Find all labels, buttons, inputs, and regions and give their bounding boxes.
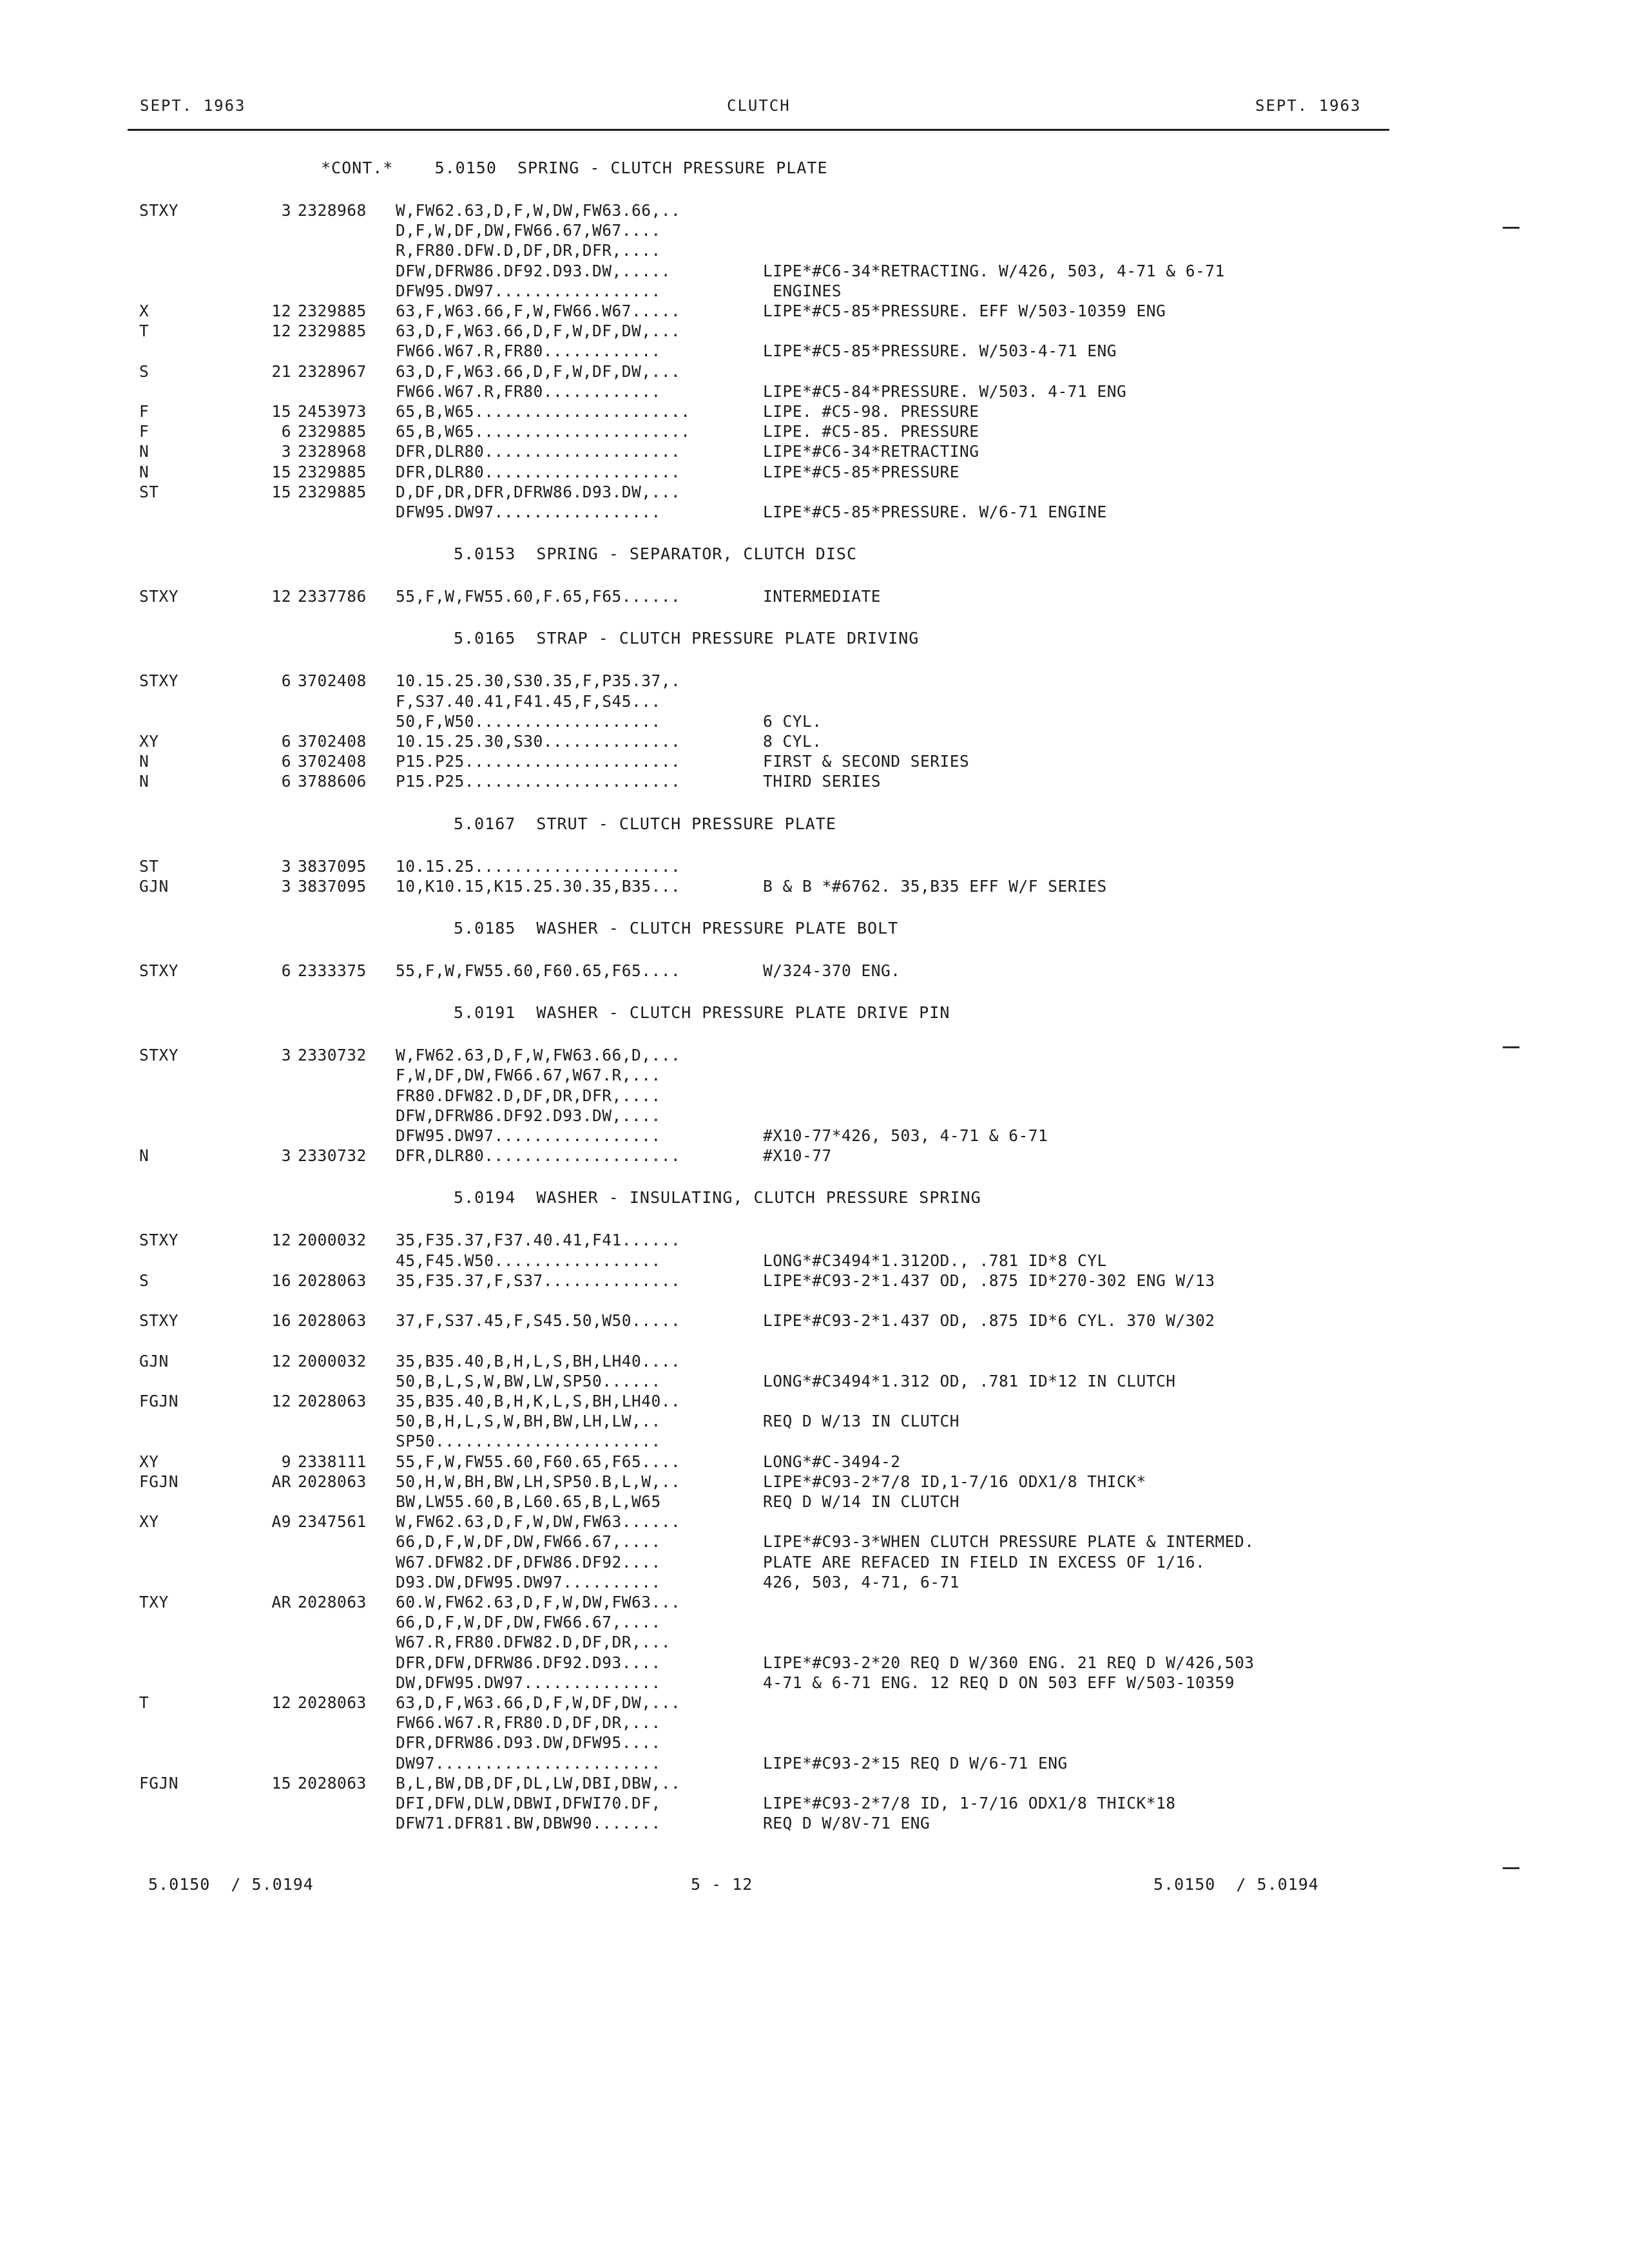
catalog-row (0, 1693, 1629, 1713)
description: LONG*#C3494*1.312OD., .781 ID*8 CYL (763, 1251, 1107, 1270)
part-number: 2337786 (298, 587, 367, 606)
model-applicability: 65,B,W65...................... (396, 402, 691, 421)
catalog-row (0, 1633, 1629, 1653)
catalog-row (0, 503, 1629, 523)
description: 426, 503, 4-71, 6-71 (763, 1573, 960, 1591)
part-number: 2028063 (298, 1271, 367, 1290)
description: LIPE*#C5-85*PRESSURE. W/6-71 ENGINE (763, 503, 1107, 521)
catalog-row (0, 422, 1629, 442)
quantity: 12 (271, 1693, 291, 1712)
part-number: 2329885 (298, 302, 367, 320)
model-code: GJN (139, 1352, 169, 1370)
model-code: S (139, 1271, 149, 1290)
description: REQ D W/8V-71 ENG (763, 1814, 930, 1832)
description: 8 CYL. (763, 732, 822, 751)
model-applicability: 35,F35.37,F,S37.............. (396, 1271, 681, 1290)
model-applicability: 63,D,F,W63.66,D,F,W,DF,DW,... (396, 362, 681, 381)
model-applicability: DFW95.DW97................. (396, 282, 661, 300)
part-number: 2329885 (298, 422, 367, 441)
catalog-row (0, 1231, 1629, 1251)
model-applicability: W,FW62.63,D,F,W,FW63.66,D,... (396, 1046, 681, 1064)
part-number: 2329885 (298, 483, 367, 501)
model-applicability: 66,D,F,W,DF,DW,FW66.67,.... (396, 1613, 661, 1631)
catalog-row (0, 483, 1629, 503)
catalog-row (0, 402, 1629, 422)
catalog-row (0, 1046, 1629, 1066)
model-code: STXY (139, 201, 179, 220)
description: LIPE*#C93-2*20 REQ D W/360 ENG. 21 REQ D W/426,503 (763, 1653, 1255, 1672)
model-applicability: 35,B35.40,B,H,L,S,BH,LH40.... (396, 1352, 681, 1370)
catalog-row (0, 1593, 1629, 1613)
model-applicability: DFW,DFRW86.DF92.D93.DW,..... (396, 262, 671, 280)
section-title: 5.0194 WASHER - INSULATING, CLUTCH PRESSURE SPRING (454, 1188, 981, 1207)
catalog-row (0, 302, 1629, 322)
model-code: GJN (139, 877, 169, 896)
description: LIPE*#C6-34*RETRACTING. W/426, 503, 4-71 & 6-71 (763, 262, 1225, 280)
model-applicability: P15.P25...................... (396, 772, 681, 791)
description: LIPE*#C5-85*PRESSURE. EFF W/503-10359 ENG (763, 302, 1166, 320)
catalog-row (0, 1331, 1629, 1351)
model-applicability: 65,B,W65...................... (396, 422, 691, 441)
model-applicability: 45,F45.W50................. (396, 1251, 661, 1270)
footer-section-range-left: 5.0150 / 5.0194 (148, 1875, 314, 1894)
section-title: 5.0191 WASHER - CLUTCH PRESSURE PLATE DRIVE PIN (454, 1003, 950, 1023)
model-applicability: 37,F,S37.45,F,S45.50,W50..... (396, 1311, 681, 1330)
model-applicability: FR80.DFW82.D,DF,DR,DFR,.... (396, 1086, 661, 1105)
model-applicability: 55,F,W,FW55.60,F60.65,F65.... (396, 961, 681, 980)
catalog-row (0, 362, 1629, 382)
catalog-row (0, 1733, 1629, 1753)
catalog-row (0, 1392, 1629, 1412)
part-number: 2328968 (298, 442, 367, 461)
part-number: 2328967 (298, 362, 367, 381)
quantity: 16 (271, 1311, 291, 1330)
quantity: 16 (271, 1271, 291, 1290)
model-applicability: 10.15.25..................... (396, 857, 681, 876)
model-applicability: W,FW62.63,D,F,W,DW,FW63...... (396, 1512, 681, 1531)
catalog-row (0, 1372, 1629, 1392)
catalog-row (0, 341, 1629, 361)
model-code: ST (139, 483, 159, 501)
description: LONG*#C-3494-2 (763, 1452, 901, 1471)
model-code: X (139, 302, 149, 320)
quantity: 3 (281, 442, 291, 461)
margin-tick-mark (1503, 227, 1519, 229)
part-number: 2347561 (298, 1512, 367, 1531)
part-number: 2453973 (298, 402, 367, 421)
model-applicability: 50,F,W50................... (396, 712, 661, 731)
quantity: 15 (271, 402, 291, 421)
part-number: 3837095 (298, 857, 367, 876)
model-applicability: F,W,DF,DW,FW66.67,W67.R,... (396, 1066, 661, 1084)
model-code: N (139, 1146, 149, 1165)
catalog-row (0, 1472, 1629, 1492)
catalog-row (0, 1754, 1629, 1774)
description: 6 CYL. (763, 712, 822, 731)
quantity: 15 (271, 483, 291, 501)
description: LIPE*#C5-85*PRESSURE. W/503-4-71 ENG (763, 341, 1117, 360)
catalog-row (0, 1126, 1629, 1146)
catalog-row (0, 1573, 1629, 1593)
catalog-row (0, 671, 1629, 691)
model-applicability: DFR,DFRW86.D93.DW,DFW95.... (396, 1733, 661, 1752)
model-code: F (139, 422, 149, 441)
model-applicability: D,DF,DR,DFR,DFRW86.D93.DW,... (396, 483, 681, 501)
quantity: 3 (281, 1046, 291, 1064)
description: B & B *#6762. 35,B35 EFF W/F SERIES (763, 877, 1107, 896)
model-applicability: 10.15.25.30,S30.............. (396, 732, 681, 751)
description: LIPE*#C5-84*PRESSURE. W/503. 4-71 ENG (763, 382, 1127, 401)
model-applicability: SP50....................... (396, 1432, 661, 1450)
model-applicability: R,FR80.DFW.D,DF,DR,DFR,.... (396, 241, 661, 260)
model-code: T (139, 1693, 149, 1712)
model-applicability: W,FW62.63,D,F,W,DW,FW63.66,.. (396, 201, 681, 220)
catalog-row (0, 221, 1629, 241)
section-title: 5.0185 WASHER - CLUTCH PRESSURE PLATE BOLT (454, 919, 899, 937)
catalog-row (0, 1492, 1629, 1512)
catalog-row (0, 1553, 1629, 1573)
model-applicability: 63,D,F,W63.66,D,F,W,DF,DW,... (396, 1693, 681, 1712)
part-number: 2333375 (298, 961, 367, 980)
quantity: 6 (281, 752, 291, 771)
model-applicability: 60.W,FW62.63,D,F,W,DW,FW63... (396, 1593, 681, 1611)
model-applicability: DW,DFW95.DW97.............. (396, 1673, 661, 1692)
catalog-row (0, 201, 1629, 221)
quantity: 6 (281, 671, 291, 690)
part-number: 2330732 (298, 1146, 367, 1165)
catalog-row (0, 1106, 1629, 1126)
footer-section-range-right: 5.0150 / 5.0194 (1153, 1875, 1319, 1894)
quantity: 3 (281, 877, 291, 896)
section-title: 5.0153 SPRING - SEPARATOR, CLUTCH DISC (454, 544, 857, 564)
margin-tick-mark (1503, 1867, 1519, 1869)
model-applicability: 50,H,W,BH,BW,LH,SP50.B,L,W,.. (396, 1472, 681, 1491)
model-code: ST (139, 857, 159, 876)
catalog-row (0, 1653, 1629, 1673)
part-number: 2028063 (298, 1472, 367, 1491)
catalog-row (0, 1412, 1629, 1432)
model-applicability: DFR,DLR80.................... (396, 1146, 681, 1165)
quantity: 12 (271, 1392, 291, 1410)
quantity: 3 (281, 857, 291, 876)
part-number: 2328968 (298, 201, 367, 220)
description: THIRD SERIES (763, 772, 882, 791)
quantity: 15 (271, 1774, 291, 1792)
header-title: CLUTCH (727, 97, 791, 115)
description: LIPE*#C93-3*WHEN CLUTCH PRESSURE PLATE & INTERMED. (763, 1532, 1255, 1551)
model-applicability: W67.DFW82.DF,DFW86.DF92.... (396, 1553, 661, 1571)
quantity: 12 (271, 1231, 291, 1249)
catalog-row (0, 877, 1629, 897)
part-number: 3788606 (298, 772, 367, 791)
model-applicability: 35,B35.40,B,H,K,L,S,BH,LH40.. (396, 1392, 681, 1410)
quantity: A9 (271, 1512, 291, 1531)
description: PLATE ARE REFACED IN FIELD IN EXCESS OF 1/16. (763, 1553, 1206, 1571)
catalog-row (0, 463, 1629, 483)
catalog-row (0, 712, 1629, 732)
description: LONG*#C3494*1.312 OD, .781 ID*12 IN CLUTCH (763, 1372, 1176, 1390)
part-number: 2028063 (298, 1311, 367, 1330)
header-date-left: SEPT. 1963 (140, 97, 246, 115)
description: W/324-370 ENG. (763, 961, 901, 980)
description: #X10-77*426, 503, 4-71 & 6-71 (763, 1126, 1048, 1145)
model-code: STXY (139, 961, 179, 980)
model-code: XY (139, 732, 159, 751)
catalog-row (0, 1146, 1629, 1166)
model-code: FGJN (139, 1472, 179, 1491)
model-code: N (139, 752, 149, 771)
catalog-row (0, 282, 1629, 302)
catalog-row (0, 1452, 1629, 1472)
model-applicability: 35,F35.37,F37.40.41,F41...... (396, 1231, 681, 1249)
model-code: STXY (139, 671, 179, 690)
quantity: 3 (281, 201, 291, 220)
model-code: STXY (139, 1046, 179, 1064)
model-code: N (139, 442, 149, 461)
model-applicability: 63,D,F,W63.66,D,F,W,DF,DW,... (396, 322, 681, 340)
description: LIPE*#C5-85*PRESSURE (763, 463, 960, 481)
catalog-row (0, 752, 1629, 772)
part-number: 2338111 (298, 1452, 367, 1471)
catalog-row (0, 692, 1629, 712)
model-applicability: 50,B,H,L,S,W,BH,BW,LH,LW,.. (396, 1412, 661, 1430)
model-applicability: DFR,DLR80.................... (396, 442, 681, 461)
catalog-row (0, 1066, 1629, 1086)
catalog-row (0, 1251, 1629, 1271)
model-applicability: D,F,W,DF,DW,FW66.67,W67.... (396, 221, 661, 240)
catalog-row (0, 1713, 1629, 1733)
description: LIPE. #C5-98. PRESSURE (763, 402, 979, 421)
description: #X10-77 (763, 1146, 832, 1165)
model-code: N (139, 463, 149, 481)
model-applicability: FW66.W67.R,FR80.D,DF,DR,... (396, 1713, 661, 1732)
model-applicability: 66,D,F,W,DF,DW,FW66.67,.... (396, 1532, 661, 1551)
model-code: FGJN (139, 1774, 179, 1792)
quantity: 6 (281, 422, 291, 441)
model-applicability: DFW,DFRW86.DF92.D93.DW,.... (396, 1106, 661, 1125)
model-applicability: DFW95.DW97................. (396, 503, 661, 521)
model-code: TXY (139, 1593, 169, 1611)
quantity: 12 (271, 587, 291, 606)
description: LIPE*#C93-2*15 REQ D W/6-71 ENG (763, 1754, 1068, 1773)
catalog-row (0, 241, 1629, 261)
description: INTERMEDIATE (763, 587, 882, 606)
model-code: XY (139, 1512, 159, 1531)
description: LIPE*#C93-2*7/8 ID, 1-7/16 ODX1/8 THICK*18 (763, 1794, 1176, 1812)
catalog-row (0, 587, 1629, 607)
catalog-row (0, 382, 1629, 402)
model-code: F (139, 402, 149, 421)
model-applicability: 10,K10.15,K15.25.30.35,B35... (396, 877, 681, 896)
catalog-row (0, 1311, 1629, 1331)
description: ENGINES (763, 282, 842, 300)
footer-page-number: 5 - 12 (691, 1875, 753, 1894)
description: REQ D W/14 IN CLUTCH (763, 1492, 960, 1511)
description: LIPE*#C93-2*1.437 OD, .875 ID*270-302 ENG W/13 (763, 1271, 1215, 1290)
header-date-right: SEPT. 1963 (1255, 97, 1362, 115)
model-applicability: DFW71.DFR81.BW,DBW90....... (396, 1814, 661, 1832)
catalog-row (0, 857, 1629, 877)
model-applicability: 63,F,W63.66,F,W,FW66.W67..... (396, 302, 681, 320)
model-applicability: P15.P25...................... (396, 752, 681, 771)
section-title: 5.0165 STRAP - CLUTCH PRESSURE PLATE DRIVING (454, 629, 920, 648)
catalog-row (0, 1794, 1629, 1814)
quantity: 3 (281, 1146, 291, 1165)
description: LIPE*#C93-2*1.437 OD, .875 ID*6 CYL. 370 W/302 (763, 1311, 1215, 1330)
model-applicability: FW66.W67.R,FR80............ (396, 341, 661, 360)
part-number: 2028063 (298, 1774, 367, 1792)
model-applicability: DFI,DFW,DLW,DBWI,DFWI70.DF, (396, 1794, 661, 1812)
part-number: 2028063 (298, 1593, 367, 1611)
catalog-row (0, 1086, 1629, 1106)
section-title: *CONT.* 5.0150 SPRING - CLUTCH PRESSURE PLATE (321, 159, 828, 177)
quantity: 9 (281, 1452, 291, 1471)
model-applicability: 50,B,L,S,W,BW,LW,SP50...... (396, 1372, 661, 1390)
part-number: 2330732 (298, 1046, 367, 1064)
model-code: T (139, 322, 149, 340)
part-number: 2329885 (298, 322, 367, 340)
catalog-row (0, 1432, 1629, 1452)
part-number: 3702408 (298, 732, 367, 751)
quantity: 12 (271, 1352, 291, 1370)
quantity: AR (271, 1472, 291, 1491)
quantity: 15 (271, 463, 291, 481)
part-number: 2000032 (298, 1231, 367, 1249)
description: 4-71 & 6-71 ENG. 12 REQ D ON 503 EFF W/503-10359 (763, 1673, 1235, 1692)
model-applicability: 55,F,W,FW55.60,F60.65,F65.... (396, 1452, 681, 1471)
catalog-row (0, 1774, 1629, 1794)
quantity: AR (271, 1593, 291, 1611)
model-code: FGJN (139, 1392, 179, 1410)
model-applicability: 10.15.25.30,S30.35,F,P35.37,. (396, 671, 681, 690)
part-number: 3837095 (298, 877, 367, 896)
part-number: 2329885 (298, 463, 367, 481)
quantity: 6 (281, 772, 291, 791)
model-code: STXY (139, 587, 179, 606)
model-applicability: DFW95.DW97................. (396, 1126, 661, 1145)
model-applicability: D93.DW,DFW95.DW97.......... (396, 1573, 661, 1591)
model-applicability: FW66.W67.R,FR80............ (396, 382, 661, 401)
part-number: 2000032 (298, 1352, 367, 1370)
catalog-row (0, 1352, 1629, 1372)
model-applicability: 55,F,W,FW55.60,F.65,F65...... (396, 587, 681, 606)
quantity: 12 (271, 302, 291, 320)
part-number: 3702408 (298, 752, 367, 771)
catalog-row (0, 262, 1629, 282)
part-number: 2028063 (298, 1392, 367, 1410)
quantity: 6 (281, 732, 291, 751)
catalog-row (0, 1613, 1629, 1633)
header-rule (128, 129, 1389, 131)
model-applicability: DW97....................... (396, 1754, 661, 1773)
quantity: 21 (271, 362, 291, 381)
margin-tick-mark (1503, 1046, 1519, 1048)
model-applicability: DFR,DFW,DFRW86.DF92.D93.... (396, 1653, 661, 1672)
catalog-row (0, 1814, 1629, 1834)
description: REQ D W/13 IN CLUTCH (763, 1412, 960, 1430)
catalog-row (0, 1271, 1629, 1291)
catalog-row (0, 1532, 1629, 1552)
model-applicability: W67.R,FR80.DFW82.D,DF,DR,... (396, 1633, 671, 1651)
model-applicability: DFR,DLR80.................... (396, 463, 681, 481)
model-code: XY (139, 1452, 159, 1471)
catalog-row (0, 1512, 1629, 1532)
description: LIPE*#C93-2*7/8 ID,1-7/16 ODX1/8 THICK* (763, 1472, 1146, 1491)
description: LIPE. #C5-85. PRESSURE (763, 422, 979, 441)
part-number: 2028063 (298, 1693, 367, 1712)
part-number: 3702408 (298, 671, 367, 690)
description: FIRST & SECOND SERIES (763, 752, 970, 771)
catalog-row (0, 772, 1629, 792)
model-code: N (139, 772, 149, 791)
catalog-row (0, 1673, 1629, 1693)
description: LIPE*#C6-34*RETRACTING (763, 442, 979, 461)
catalog-row (0, 442, 1629, 462)
model-applicability: F,S37.40.41,F41.45,F,S45... (396, 692, 661, 711)
catalog-row (0, 961, 1629, 981)
catalog-row (0, 322, 1629, 341)
model-code: STXY (139, 1231, 179, 1249)
model-code: S (139, 362, 149, 381)
model-applicability: B,L,BW,DB,DF,DL,LW,DBI,DBW,.. (396, 1774, 681, 1792)
quantity: 12 (271, 322, 291, 340)
catalog-row (0, 1291, 1629, 1311)
section-title: 5.0167 STRUT - CLUTCH PRESSURE PLATE (454, 814, 836, 833)
quantity: 6 (281, 961, 291, 980)
model-applicability: BW,LW55.60,B,L60.65,B,L,W65 (396, 1492, 661, 1511)
model-code: STXY (139, 1311, 179, 1330)
catalog-row (0, 732, 1629, 752)
